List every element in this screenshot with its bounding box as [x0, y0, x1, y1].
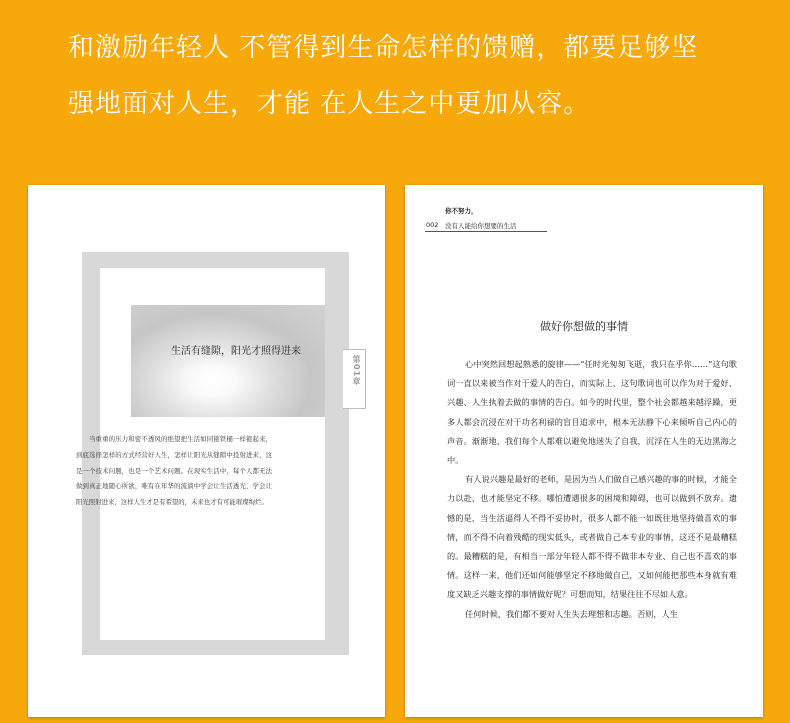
paragraph: 任何时候，我们都不要对人生失去理想和志趣。否则，人生: [465, 608, 678, 619]
chapter-tab: [343, 349, 366, 409]
photo-caption: 生活有缝隙，阳光才照得进来: [171, 346, 301, 357]
body-text: [447, 355, 737, 624]
running-header-line-1: 你不努力，: [445, 207, 478, 215]
running-header-line-2: 没有人能给你想要的生活: [445, 222, 517, 230]
section-title: 做好你想做的事情: [540, 320, 628, 333]
header-rule: [425, 231, 547, 232]
chapter-intro-quote: 当重重的压力和密不透风的绝望把生活如同箍铁桶一样箍起来，到底选择怎样的方式经营好人生，怎样让阳光从缝隙中投射进来，这是一个技术问题，也是一个艺术问题。在现实生活中，每个人都无法做到真正地随心所欲，唯有在年华的流淌中学会让生活透光，学会让阳光照射进来，这样人生才是有希望的，未来也才有可能璀璨绚烂。: [76, 435, 272, 507]
headline-line-2: 强地面对人生，才能 在人生之中更加从容。: [68, 89, 591, 119]
paragraph: 有人说兴趣是最好的老师，是因为当人们做自己感兴趣的事的时候，才能全力以赴，也才能坚定不移。哪怕遭遇很多的困境和障碍，也可以做到不放弃。遗憾的是，当生活逼得人不得不妥协时，很多人都不能一如既往地坚持做喜欢的事情，而不得不向着残酷的现实低头，或者做自己本专业的事情，这还不是最糟糕的。最糟糕的是，有相当一部分年轻人都不得不做非本专业、自己也不喜欢的事情。这样一来，他们还如何能够坚定不移地做自己，又如何能把那些本身就有难度又缺乏兴趣支撑的事情做好呢？可想而知，结果往往不尽如人意。: [447, 474, 737, 600]
sunlight-clouds-photo: [131, 305, 325, 417]
paragraph: 心中突然回想起熟悉的旋律——“任时光匆匆飞逝，我只在乎你……”这句歌词一直以来被当作对于爱人的告白，而实际上，这句歌词也可以作为对于爱好、兴趣、人生执着去做的事情的告白。如今的时代里，整个社会都越来越浮躁，更多人都会沉浸在对于功名利禄的盲目追求中，根本无法静下心来倾听自己内心的声音。渐渐地，我们每个人都难以避免地迷失了自我，沉浮在人生的无边黑海之中。: [447, 359, 737, 466]
headline-line-1: 和激励年轻人 不管得到生命怎样的馈赠，都要足够坚: [68, 33, 699, 63]
right-book-page: [405, 185, 763, 717]
page-number: 002: [426, 221, 439, 229]
left-book-page: [28, 185, 385, 717]
chapter-label: 第01章: [352, 355, 361, 387]
